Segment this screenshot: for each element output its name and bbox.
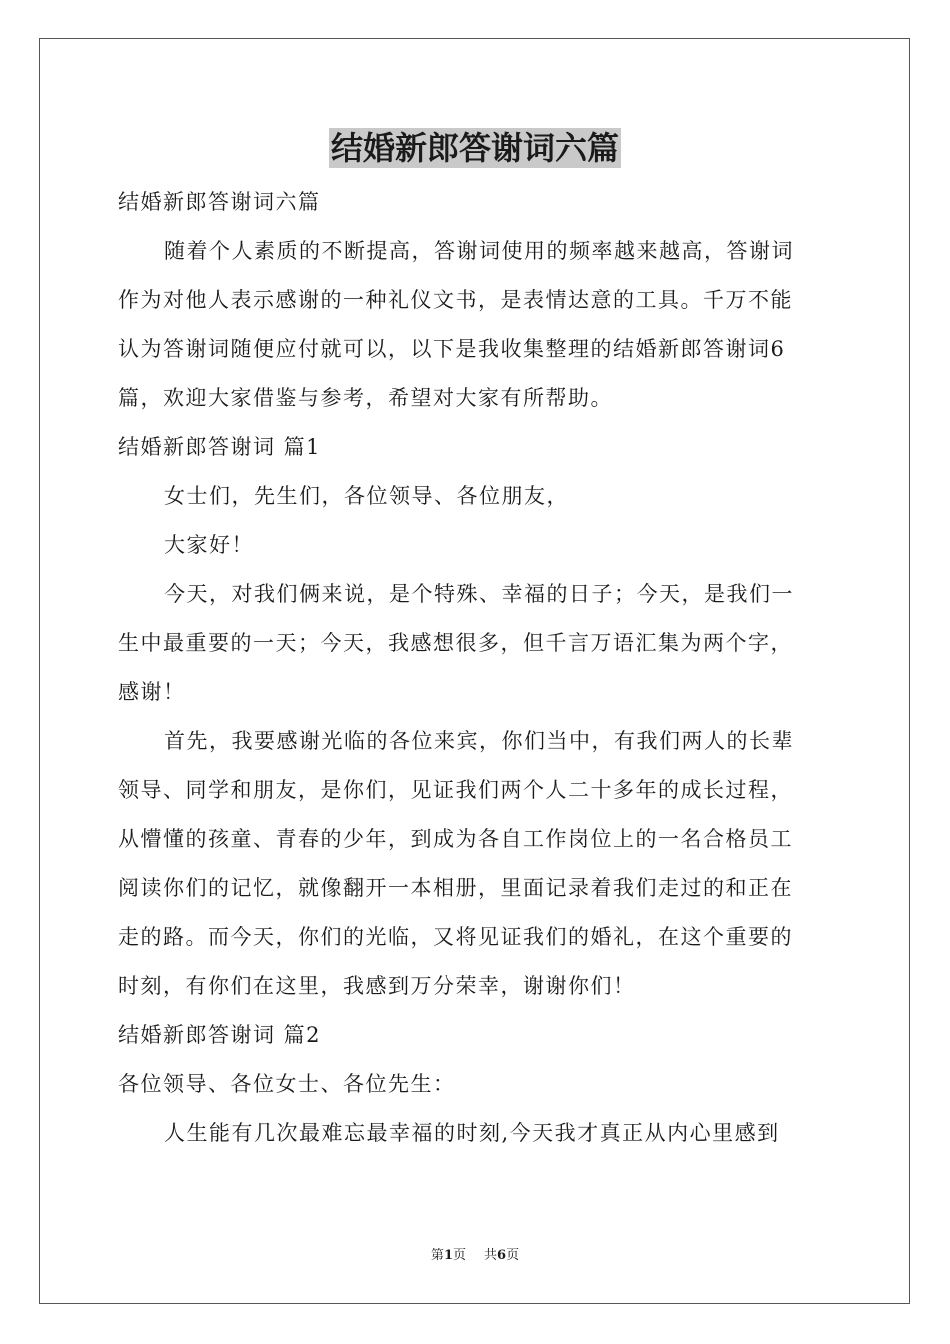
text-line: 生中最重要的一天；今天，我感想很多，但千言万语汇集为两个字， (118, 631, 793, 655)
text-line: 结婚新郎答谢词 篇1 (118, 435, 322, 459)
page-label-suffix: 页 (452, 1248, 466, 1263)
text-line: 时刻，有你们在这里，我感到万分荣幸，谢谢你们！ (118, 974, 636, 998)
title-container (0, 128, 950, 168)
total-label-prefix: 共 (484, 1248, 498, 1263)
document-body (118, 178, 834, 1158)
current-page-number: 1 (443, 1248, 453, 1263)
text-line: 随着个人素质的不断提高，答谢词使用的频率越来越高，答谢词 (164, 239, 794, 263)
text-line: 大家好！ (164, 533, 254, 557)
text-line: 走的路。而今天，你们的光临，又将见证我们的婚礼，在这个重要的 (118, 925, 793, 949)
text-line: 人生能有几次最难忘最幸福的时刻,今天我才真正从内心里感到 (164, 1121, 780, 1145)
text-line: 结婚新郎答谢词 篇2 (118, 1023, 322, 1047)
text-line: 从懵懂的孩童、青春的少年，到成为各自工作岗位上的一名合格员工 (118, 827, 793, 851)
text-line: 感谢！ (118, 680, 186, 704)
page-label-prefix: 第 (430, 1248, 444, 1263)
text-line: 作为对他人表示感谢的一种礼仪文书，是表情达意的工具。千万不能 (118, 288, 793, 312)
text-line: 领导、同学和朋友，是你们，见证我们两个人二十多年的成长过程， (118, 778, 793, 802)
page-footer (0, 1247, 950, 1265)
document-title: 结婚新郎答谢词六篇 (330, 129, 619, 167)
text-line: 结婚新郎答谢词六篇 (118, 190, 321, 214)
total-label-suffix: 页 (506, 1248, 520, 1263)
text-line: 首先，我要感谢光临的各位来宾，你们当中，有我们两人的长辈 (164, 729, 794, 753)
text-line: 今天，对我们俩来说，是个特殊、幸福的日子；今天，是我们一 (164, 582, 794, 606)
text-line: 女士们，先生们，各位领导、各位朋友， (164, 484, 569, 508)
text-line: 各位领导、各位女士、各位先生： (118, 1072, 456, 1096)
text-line: 认为答谢词随便应付就可以，以下是我收集整理的结婚新郎答谢词6 (118, 337, 786, 361)
total-page-number: 6 (497, 1248, 507, 1263)
text-line: 篇，欢迎大家借鉴与参考，希望对大家有所帮助。 (118, 386, 613, 410)
text-line: 阅读你们的记忆，就像翻开一本相册，里面记录着我们走过的和正在 (118, 876, 793, 900)
